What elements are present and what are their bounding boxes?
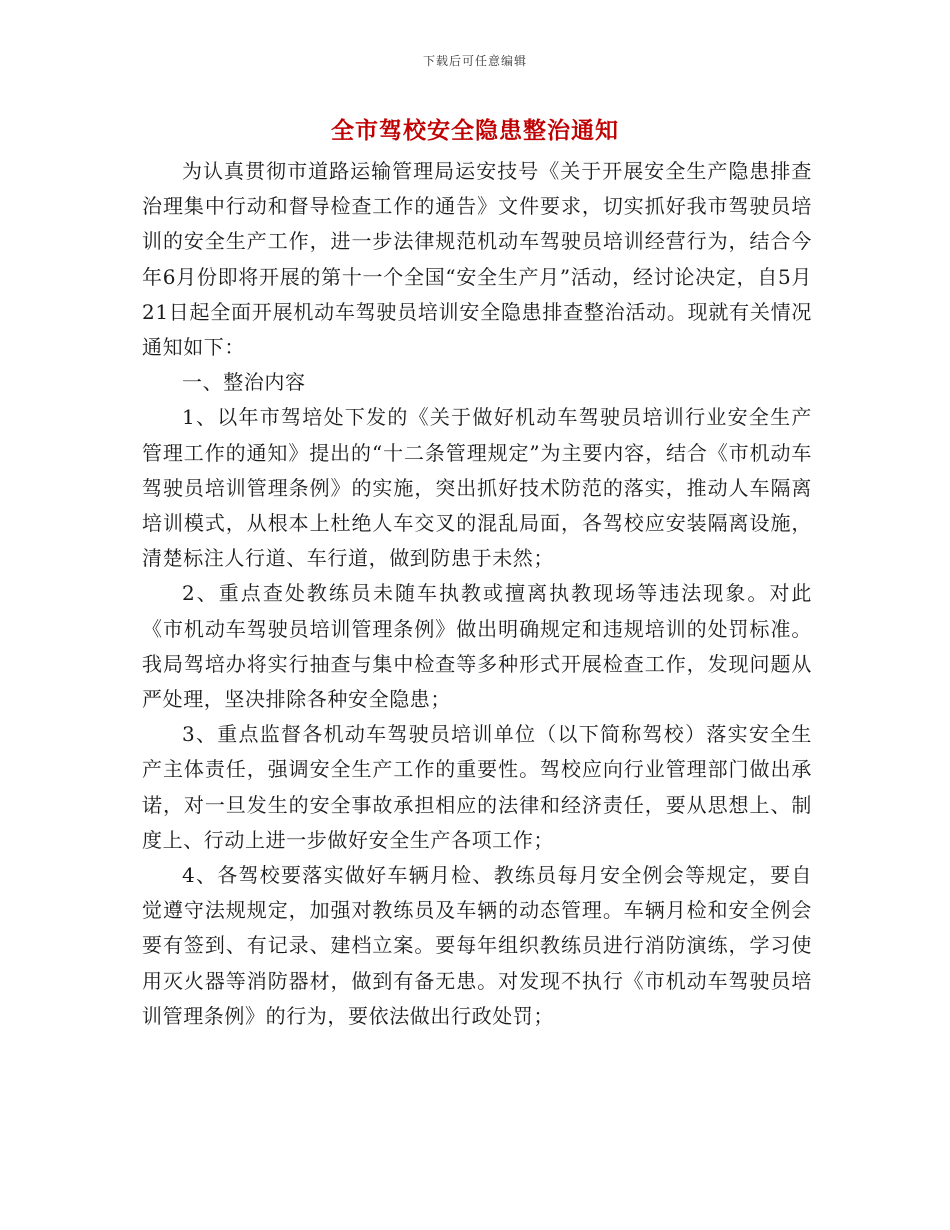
document-title: 全市驾校安全隐患整治通知 (331, 117, 619, 144)
intro-paragraph: 为认真贯彻市道路运输管理局运安技号《关于开展安全生产隐患排查治理集中行动和督导检查工作的通告》文件要求，切实抓好我市驾驶员培训的安全生产工作，进一步法律规范机动车驾驶员培训经营行为，结合今年6月份即将开展的第十一个全国“安全生产月”活动，经讨论决定，自5月21日起全面开展机动车驾驶员培训安全隐患排查整治活动。现就有关情况通知如下： (142, 159, 812, 360)
item-paragraph: 3、重点监督各机动车驾驶员培训单位（以下简称驾校）落实安全生产主体责任，强调安全生产工作的重要性。驾校应向行业管理部门做出承诺，对一旦发生的安全事故承担相应的法律和经济责任，要从思想上、制度上、行动上进一步做好安全生产各项工作； (142, 722, 812, 852)
item-paragraph: 2、重点查处教练员未随车执教或擅离执教现场等违法现象。对此《市机动车驾驶员培训管理条例》做出明确规定和违规培训的处罚标准。我局驾培办将实行抽查与集中检查等多种形式开展检查工作，发现问题从严处理，坚决排除各种安全隐患； (142, 581, 812, 712)
document-body (142, 154, 812, 1034)
section-heading: 一、整治内容 (182, 370, 306, 395)
header-note: 下载后可任意编辑 (422, 54, 527, 68)
item-paragraph: 4、各驾校要落实做好车辆月检、教练员每月安全例会等规定，要自觉遵守法规规定，加强对教练员及车辆的动态管理。车辆月检和安全例会要有签到、有记录、建档立案。要每年组织教练员进行消防演练，学习使用灭火器等消防器材，做到有备无患。对发现不执行《市机动车驾驶员培训管理条例》的行为，要依法做出行政处罚； (142, 863, 812, 1028)
item-paragraph: 1、以年市驾培处下发的《关于做好机动车驾驶员培训行业安全生产管理工作的通知》提出的“十二条管理规定”为主要内容，结合《市机动车驾驶员培训管理条例》的实施，突出抓好技术防范的落实，推动人车隔离培训模式，从根本上杜绝人车交叉的混乱局面，各驾校应安装隔离设施，清楚标注人行道、车行道，做到防患于未然； (142, 405, 812, 571)
